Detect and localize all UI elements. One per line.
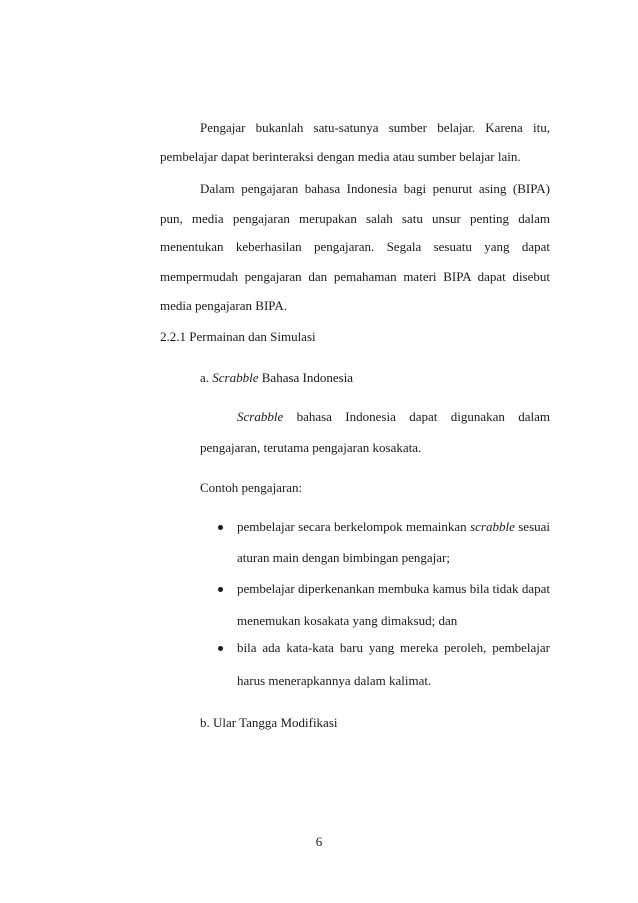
paragraph-2-line-3: menentukan keberhasilan pengajaran. Segala sesuatu yang dapat xyxy=(160,239,550,254)
bullet-1-line-2: aturan main dengan bimbingan pengajar; xyxy=(237,550,450,565)
bullet-2-line-2: menemukan kosakata yang dimaksud; dan xyxy=(237,613,458,628)
paragraph-2-line-1: Dalam pengajaran bahasa Indonesia bagi penurut asing (BIPA) xyxy=(200,181,550,196)
bullet-1-post: sesuai xyxy=(518,519,551,534)
bullet-2-line-1: pembelajar diperkenankan membuka kamus bila tidak dapat xyxy=(237,581,550,596)
paragraph-2-line-2: pun, media pengajaran merupakan salah satu unsur penting dalam xyxy=(160,211,550,226)
paragraph-2-line-5: media pengajaran BIPA. xyxy=(160,298,287,313)
subsection-a-desc-italic: Scrabble xyxy=(237,409,284,424)
bullet-3-line-1: bila ada kata-kata baru yang mereka peroleh, pembelajar xyxy=(237,640,550,655)
bullet-1-italic: scrabble xyxy=(470,519,515,534)
bullet-1-dot xyxy=(218,525,223,530)
subsection-a-title xyxy=(200,370,353,386)
subsection-a-title-italic: Scrabble xyxy=(212,370,259,385)
bullet-1-line-1 xyxy=(237,519,550,535)
subsection-a-prefix: a. xyxy=(200,370,210,385)
bullet-3-dot xyxy=(218,646,223,651)
subsection-a-desc-line-2: pengajaran, terutama pengajaran kosakata. xyxy=(200,440,422,455)
paragraph-1-line-2: pembelajar dapat berinteraksi dengan media atau sumber belajar lain. xyxy=(160,149,521,164)
bullet-2-dot xyxy=(218,587,223,592)
page-number: 6 xyxy=(315,834,323,849)
paragraph-1-line-1: Pengajar bukanlah satu-satunya sumber belajar. Karena itu, xyxy=(200,120,550,135)
subsection-b-title: b. Ular Tangga Modifikasi xyxy=(200,715,338,730)
subsection-a-title-rest: Bahasa Indonesia xyxy=(261,370,354,385)
example-label: Contoh pengajaran: xyxy=(200,480,303,495)
bullet-1-pre: pembelajar secara berkelompok memainkan xyxy=(237,519,467,534)
paragraph-2-line-4: mempermudah pengajaran dan pemahaman materi BIPA dapat disebut xyxy=(160,269,550,284)
bullet-3-line-2: harus menerapkannya dalam kalimat. xyxy=(237,673,432,688)
subsection-a-desc-rest: bahasa Indonesia dapat digunakan dalam xyxy=(296,409,550,424)
subsection-a-desc-line-1 xyxy=(237,409,550,425)
section-heading: 2.2.1 Permainan dan Simulasi xyxy=(160,329,316,344)
